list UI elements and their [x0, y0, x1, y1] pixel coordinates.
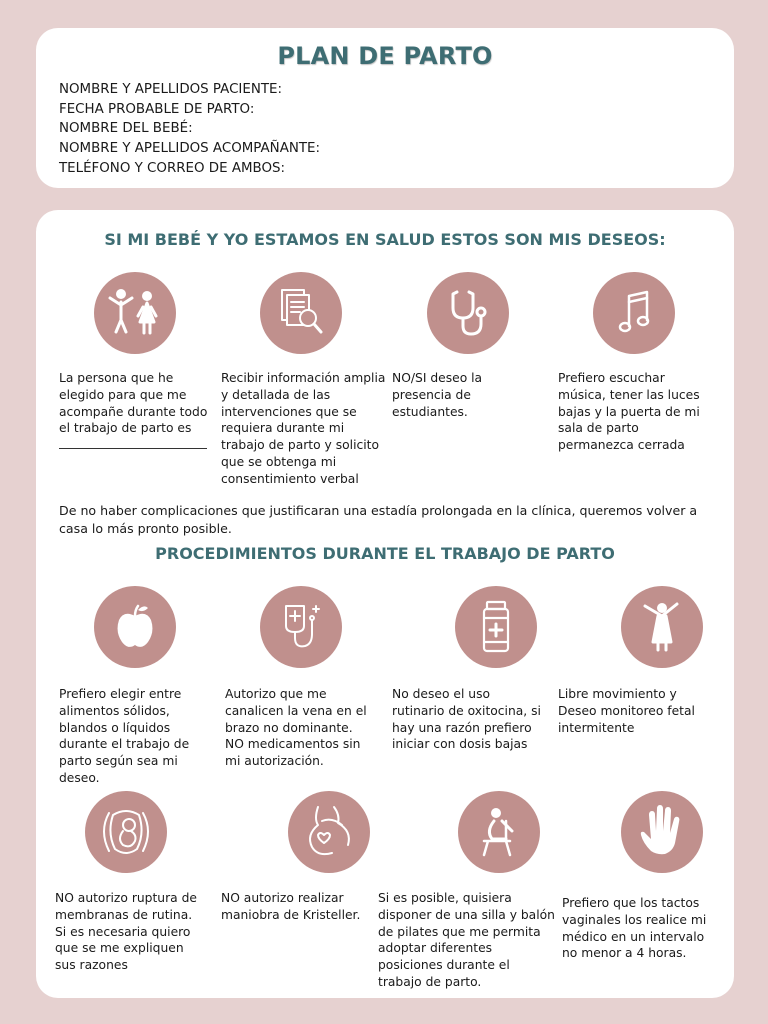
- medicine-bottle-icon: [455, 586, 537, 668]
- woman-on-chair-icon: [458, 791, 540, 873]
- wish-companion: [59, 370, 219, 454]
- procedures-title: PROCEDIMIENTOS DURANTE EL TRABAJO DE PARTO: [155, 544, 615, 563]
- field-baby-name: NOMBRE DEL BEBÉ:: [59, 121, 193, 137]
- hand-icon: [621, 791, 703, 873]
- dancing-woman-icon: [621, 586, 703, 668]
- procedure-oxytocin: No deseo el uso rutinario de oxitocina, si hay una razón prefiero iniciar con dosis bajas: [392, 687, 541, 752]
- birth-plan-card: [36, 210, 734, 998]
- procedure-movement: Libre movimiento y Deseo monitoreo fetal intermitente: [558, 687, 695, 735]
- procedure-vaginal-exams: Prefiero que los tactos vaginales los realice mi médico en un intervalo no menor a 4 horas.: [562, 896, 707, 961]
- music-note-icon: [593, 272, 675, 354]
- patient-info-card: [36, 28, 734, 188]
- procedure-membranes: NO autorizo ruptura de membranas de rutina. Si es necesaria quiero que se me expliquen sus razones: [55, 891, 197, 973]
- pregnant-belly-icon: [288, 791, 370, 873]
- apple-icon: [94, 586, 176, 668]
- field-due-date: FECHA PROBABLE DE PARTO:: [59, 101, 255, 117]
- stethoscope-icon: [427, 272, 509, 354]
- procedure-food: Prefiero elegir entre alimentos sólidos, blandos o líquidos durante el trabajo de parto según sea mi deseo.: [59, 687, 190, 785]
- field-companion-name: NOMBRE Y APELLIDOS ACOMPAÑANTE:: [59, 141, 321, 157]
- page-title: PLAN DE PARTO: [277, 42, 493, 70]
- wish-companion-text: La persona que he elegido para que me acompañe durante todo el trabajo de parto es: [59, 371, 208, 436]
- procedure-chair-ball: Si es posible, quisiera disponer de una silla y balón de pilates que me permita adoptar diferentes posiciones durante el trabajo de parto.: [378, 891, 555, 989]
- field-patient-name: NOMBRE Y APELLIDOS PACIENTE:: [59, 82, 282, 97]
- procedure-kristeller: NO autorizo realizar maniobra de Kristeller.: [221, 891, 361, 922]
- wish-information: Recibir información amplia y detallada de las intervenciones que se requiera durante mi trabajo de parto y solicito que se obtenga mi consentimiento verbal: [221, 371, 386, 486]
- patient-fields: [59, 80, 320, 179]
- documents-search-icon: [260, 272, 342, 354]
- wishes-title: SI MI BEBÉ Y YO ESTAMOS EN SALUD ESTOS SON MIS DESEOS:: [104, 230, 666, 249]
- wish-students: NO/SI deseo la presencia de estudiantes.: [392, 371, 483, 419]
- companions-icon: [94, 272, 176, 354]
- field-phone-email: TELÉFONO Y CORREO DE AMBOS:: [59, 160, 286, 176]
- wish-ambience: Prefiero escuchar música, tener las luces bajas y la puerta de mi sala de parto permanezca cerrada: [558, 371, 700, 453]
- companion-blank-line[interactable]: [59, 439, 207, 449]
- procedure-iv: Autorizo que me canalicen la vena en el brazo no dominante. NO medicamentos sin mi autorización.: [225, 687, 367, 769]
- womb-baby-icon: [85, 791, 167, 873]
- iv-drip-icon: [260, 586, 342, 668]
- discharge-note: De no haber complicaciones que justificaran una estadía prolongada en la clínica, queremos volver a casa lo más pronto posible.: [59, 503, 698, 536]
